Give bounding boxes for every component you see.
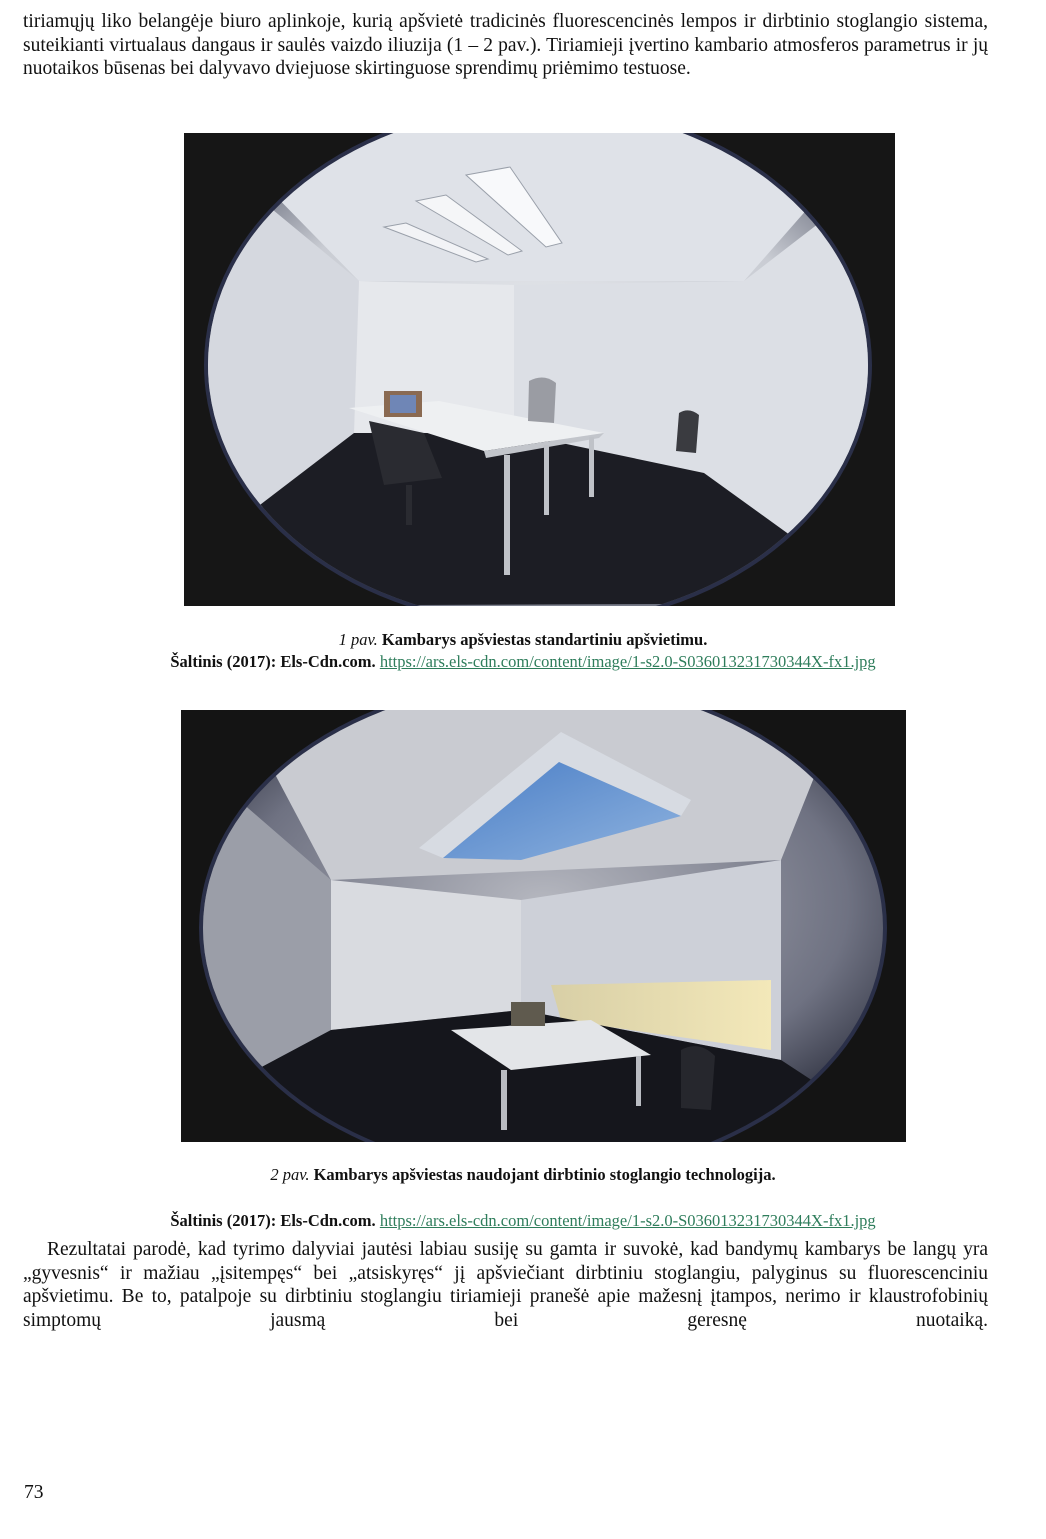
intro-paragraph: tiriamųjų liko belangėje biuro aplinkoje, kurią apšvietė tradicinės fluorescencinės lempos ir dirbtinio stoglangio sistema, suteikianti virtualaus dangaus ir saulės vaizdo iliuzija (1 – 2 pav.). Tiriamieji įvertino kambario atmosferos parametrus ir jų nuotaikos būsenas bei dalyvavo dviejuose skirtinguose sprendimų priėmimo testuose.: [23, 11, 988, 79]
figure-1-source-label: Šaltinis (2017): Els-Cdn.com.: [170, 652, 376, 671]
fisheye-room-fluorescent-image: [184, 133, 895, 606]
figure-1-source: [0, 651, 1046, 672]
figure-2-source: [0, 1210, 1046, 1231]
figure-1-photo: [184, 133, 895, 606]
figure-2-photo: [181, 710, 906, 1142]
figure-2-caption-text: Kambarys apšviestas naudojant dirbtinio stoglangio technologija.: [313, 1165, 776, 1184]
figure-1-source-link[interactable]: https://ars.els-cdn.com/content/image/1-s2.0-S036013231730344X-fx1.jpg: [379, 652, 876, 671]
figure-1-number: 1 pav.: [338, 630, 378, 649]
figure-2-number: 2 pav.: [270, 1165, 310, 1184]
figure-2-source-label: Šaltinis (2017): Els-Cdn.com.: [170, 1211, 376, 1230]
page-number: 73: [24, 1482, 44, 1503]
fisheye-room-skylight-image: [181, 710, 906, 1142]
figure-2-caption: [0, 1164, 1046, 1185]
figure-1-caption-text: Kambarys apšviestas standartiniu apšvietimu.: [381, 630, 708, 649]
results-paragraph: Rezultatai parodė, kad tyrimo dalyviai jautėsi labiau susiję su gamta ir suvokė, kad bandymų kambarys be langų yra „gyvesnis“ ir mažiau „įsitempęs“ bei „atsiskyręs“ jį apšviečiant dirbtiniu stoglangiu, palyginus su fluorescenciniu apšvietimu. Be to, patalpoje su dirbtiniu stoglangiu tiriamieji pranešė apie mažesnį įtampos, nerimo ir klaustrofobinių simptomų jausmą bei geresnę nuotaiką.: [23, 1239, 988, 1331]
figure-1-caption: [0, 629, 1046, 650]
figure-2-source-link[interactable]: https://ars.els-cdn.com/content/image/1-s2.0-S036013231730344X-fx1.jpg: [379, 1211, 876, 1230]
